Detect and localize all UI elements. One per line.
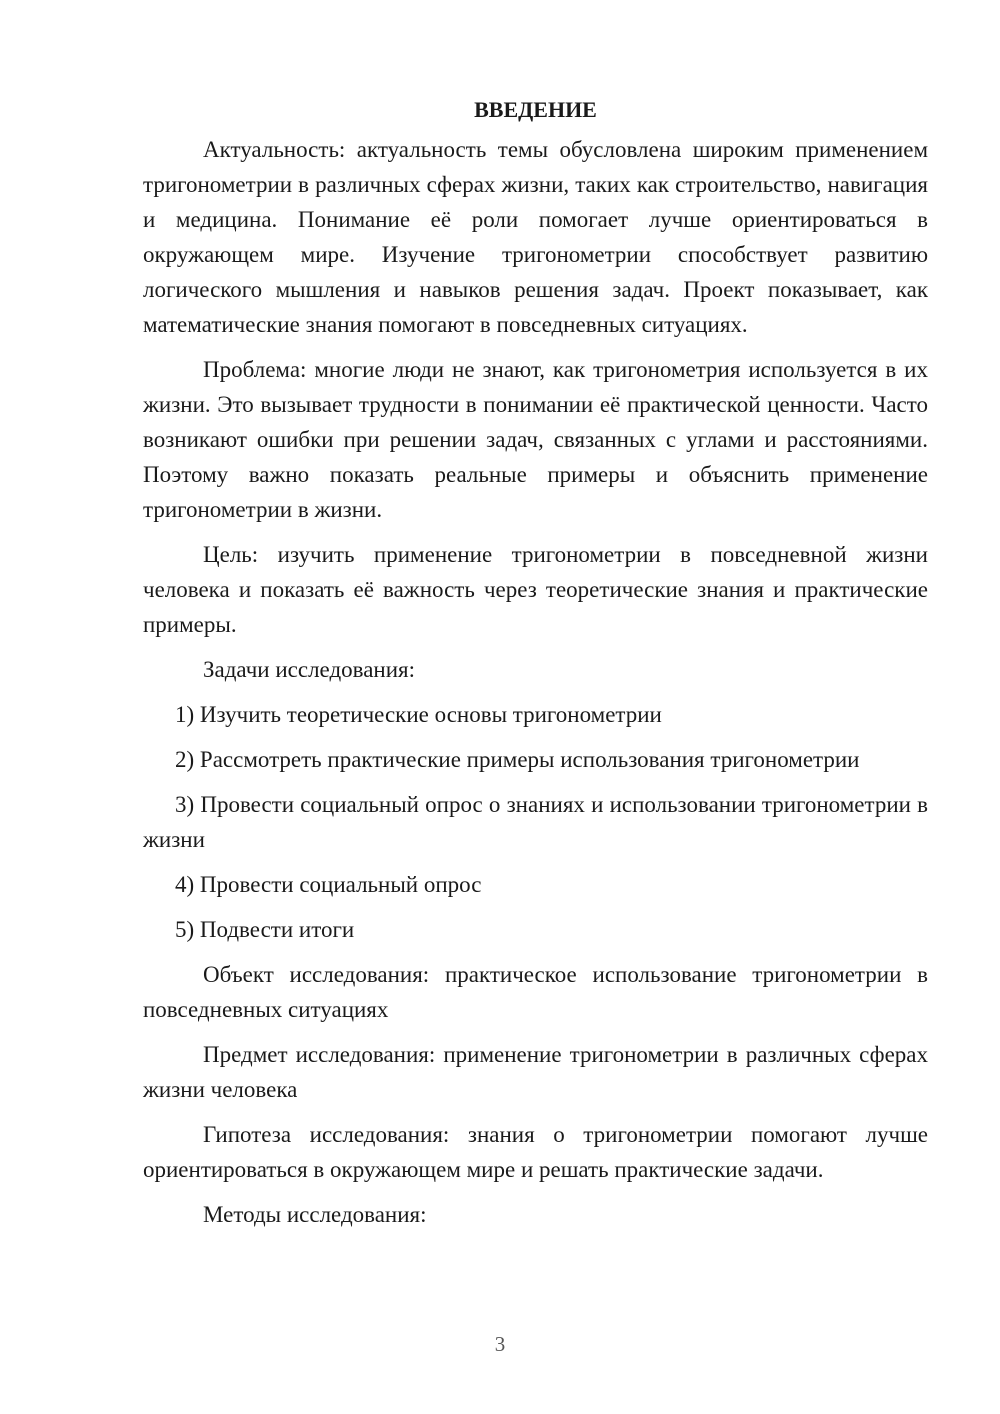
- task-item-2: 2) Рассмотреть практические примеры использования тригонометрии: [175, 747, 860, 772]
- goal-paragraph: Цель: изучить применение тригонометрии в повседневной жизни человека и показать её важность через теоретические знания и практические примеры.: [143, 542, 928, 637]
- page-number: 3: [494, 1332, 506, 1356]
- relevance-paragraph: Актуальность: актуальность темы обусловлена широким применением тригонометрии в различных сферах жизни, таких как строительство, навигация и медицина. Понимание её роли помогает лучше ориентироваться в окружающем мире. Изучение тригонометрии способствует развитию логического мышления и навыков решения задач. Проект показывает, как математические знания помогают в повседневных ситуациях.: [143, 137, 928, 337]
- problem-paragraph: Проблема: многие люди не знают, как тригонометрия используется в их жизни. Это вызывает трудности в понимании её практической ценности. Часто возникают ошибки при решении задач, связанных с углами и расстояниями. Поэтому важно показать реальные примеры и объяснить применение тригонометрии в жизни.: [143, 357, 928, 522]
- task-item-1: 1) Изучить теоретические основы тригонометрии: [175, 702, 662, 727]
- hypothesis-paragraph: Гипотеза исследования: знания о тригонометрии помогают лучше ориентироваться в окружающем мире и решать практические задачи.: [143, 1122, 928, 1182]
- task-item-4: 4) Провести социальный опрос: [175, 872, 482, 897]
- task-item-3: 3) Провести социальный опрос о знаниях и использовании тригонометрии в жизни: [143, 792, 928, 852]
- methods-heading: Методы исследования:: [203, 1202, 427, 1227]
- task-item-5: 5) Подвести итоги: [175, 917, 355, 942]
- page-content: [143, 90, 928, 1242]
- section-title: ВВЕДЕНИЕ: [474, 97, 597, 122]
- object-paragraph: Объект исследования: практическое использование тригонометрии в повседневных ситуациях: [143, 962, 928, 1022]
- subject-paragraph: Предмет исследования: применение тригонометрии в различных сферах жизни человека: [143, 1042, 928, 1102]
- tasks-heading: Задачи исследования:: [203, 657, 416, 682]
